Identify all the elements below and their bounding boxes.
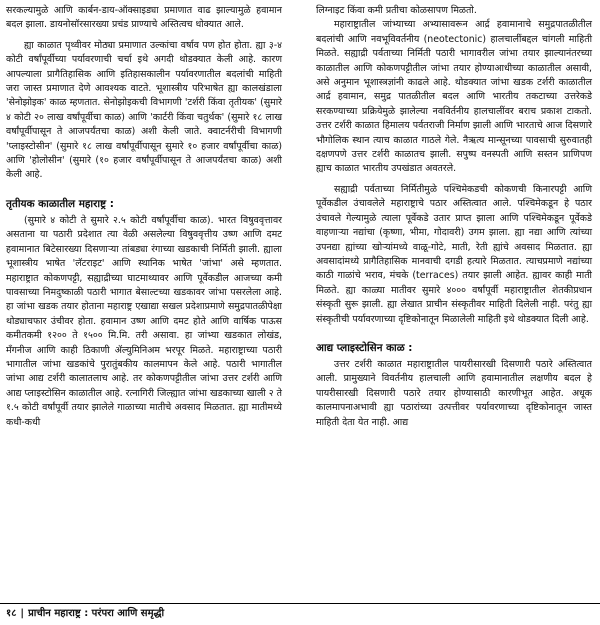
- right-paragraph-2: महाराष्ट्रातील जांभ्याच्या अभ्यासावरून आर्द्र हवामानाचे समुद्रपातळीतील बदलांची आणि नवभूविवर्तनीय (neotectonic) हालचालींबद्दल चांगली माहिती मिळते. सह्याद्री पर्वताच्या निर्मिती पठारी भागावरील जांभा तयार झाल्यानंतरच्या काळातील आणि कोकणपट्टीतील जांभा तयार होण्याआधीच्या काळातील असावी, असे अनुमान भूशास्त्रज्ञांनी काढले आहे. थोडक्यात जांभा खडक टर्शरी काळातील आर्द्र हवामान, समुद्र पातळीतील बदल आणि भारतीय तकटाच्या उत्तरेकडे सरकण्याच्या प्रक्रियेमुळे झालेल्या नवविर्तनीय हालचालींवर बराच प्रकाश टाकतो. उत्तर टर्शरी काळात हिमालय पर्वतराजी निर्माण झाली आणि भारताचे आज दिसणारे भौगोलिक स्थान त्याच काळात गाठले गेले. नैऋत्य मान्सूनच्या पावसाची सुरुवातही दक्षणपणे उत्तर टर्शरी काळातच झाली. सपुष्प वनस्पती आणि सस्तन प्राणिपण ह्याच काळात भारतीय उपखंडात अवतरले.: [316, 19, 592, 175]
- right-paragraph-3: सह्याद्री पर्वताच्या निर्मितीमुळे पश्चिमेकडची कोकणची किनारपट्टी आणि पूर्वेकडील उंचावलेले महाराष्ट्राचे पठार अस्तित्वात आले. पश्चिमेकडून हे पठार उंचावले गेल्यामुळे त्याला पूर्वेकडे उतार प्राप्त झाला आणि पश्चिमेकडून पूर्वेकडे वाहणाऱ्या नद्यांचा (कृष्णा, भीमा, गोदावरी) उगम झाला. ह्या नद्या आणि त्यांच्या उपनद्या ह्यांच्या खोऱ्यांमध्ये वाळू-गोटे, माती, रेती ह्यांचे अवसाद मिळतात. ह्या अवसादांमध्ये प्रागैतिहासिक मानवाची दगडी हत्यारे मिळतात. त्याचप्रमाणे नद्यांच्या काठी गाळांचे भराव, मंचके (terraces) तयार झाली आहेत. ह्यावर काही माती मिळते. ह्या काळ्या मातीवर सुमारे ४००० वर्षांपूर्वी महाराष्ट्रातील शेतकीप्रधान संस्कृती सुरू झाली. ह्या लेखात प्राचीन संस्कृतीवर माहिती दिलेली नाही. परंतु ह्या संस्कृतीची पर्यावरणाच्या दृष्टिकोनातून मिळालेली माहिती इथे थोडक्यात दिली आहे.: [316, 183, 592, 325]
- left-paragraph-3: (सुमारे ४ कोटी ते सुमारे २.५ कोटी वर्षांपूर्वीचा काळ). भारत विषुववृत्तावर असताना या पठारी प्रदेशात त्या वेळी असलेल्या विषुववृत्तीय उष्ण आणि दमट हवामानात बिटेसारख्या दिसणाऱ्या तांबड्या रंगाच्या खडकाची निर्मिती झाली. ह्याला भूशास्त्रीय भाषेत 'लॅटराइट' आणि स्थानिक भाषेत 'जांभा' असे म्हणतात. महाराष्ट्रात कोकणपट्टी, सह्याद्रीच्या घाटमाथ्यावर आणि पूर्वेकडील आजच्या कमी पावसाच्या निमदुष्काळी पठारी भागात बेसाल्टच्या खडकावर जांभा पसरलेला आहे. हा जांभा खडक तयार होताना महाराष्ट्र एखाद्या सखल प्रदेशाप्रमाणे समुद्रपातळीपेक्षा थोड्याचफार उंचीवर होता. हवामान उष्ण आणि दमट होते आणि वार्षिक पाऊस कमीतकमी १२०० ते १५०० मि.मि. तरी असावा. हा जांभ्या खडकात लोखंड, मॅंगनीज आणि काही ठिकाणी ॲल्युमिनिअम भरपूर मिळते. महाराष्ट्राच्या पठारी भागातील जांभा खडकांचे पुरातुंबकीय कालमापन केले आहे. पठारी भागातील जांभा आद्य टर्शरी कालातलाच आहे. तर कोकणपट्टीतील जांभा उत्तर टर्शरी आणि आद्य प्लाइस्टोसिन काळातील आहे. रत्नागिरी जिल्ह्यात जांभा खडकाच्या खाली २ ते १.५ कोटी वर्षांपूर्वी तयार झालेले गाळाच्या मातीचे अवसाद मिळतात. ह्या मातीमध्ये कधी-कधी: [6, 214, 282, 428]
- section-heading-early-pleistocene: आद्य प्लाइस्टोसिन काळ :: [316, 341, 413, 354]
- left-paragraph-2: ह्या काळात पृथ्वीवर मोठ्या प्रमाणात उल्कांचा वर्षाव पण होत होता. ह्या ३-४ कोटी वर्षांपूर्वीच्या पर्यावरणाची चर्चा इथे अगदी थोडक्यात केली आहे. कारण आपल्याला प्रागैतिहासिक आणि इतिहासकालीन पर्यावरणातील बदलांची माहिती जरा जास्त प्रमाणात देणे आवश्यक वाटते. भूशास्त्रीय परिभाषेत ह्या कालखंडाला 'सेनोझोइक' काळ म्हणतात. सेनोझोइकची विभागणी 'टर्शरी किंवा तृतीयक' (सुमारे ४ कोटी २० लाख वर्षांपूर्वीचा काळ) आणि 'कार्टरी किंवा चतुर्थक' (सुमारे १८ लाख वर्षांपूर्वीपासून ते आजपर्यंतचा काळ) अशी केली जाते. क्वाटर्नरीची विभागणी 'प्लाइस्टोसीन' (सुमारे १८ लाख वर्षांपूर्वीपासून सुमारे १० हजार वर्षांपूर्वीचा काळ) आणि 'होलोसीन' (सुमारे (१० हजार वर्षांपूर्वीपासून ते आजपर्यंतचा काळ) अशी केली आहे.: [6, 39, 282, 181]
- page-footer: [6, 606, 164, 622]
- section-heading-tertiary: तृतीयक काळातील महाराष्ट्र :: [6, 197, 114, 210]
- footer-divider: [0, 603, 600, 604]
- footer-separator: |: [20, 608, 25, 619]
- right-column: [316, 4, 592, 430]
- page-number: १८: [6, 608, 17, 619]
- right-paragraph-4: उत्तर टर्शरी काळात महाराष्ट्रातील पायरीसारखी दिसणारी पठारे अस्तित्वात आली. प्रामुख्याने विवर्तनीय हालचाली आणि हवामानातील लक्षणीय बदल हे पायरीसारखी दिसणारी पठारे तयार होण्यासाठी कारणीभूत आहेत. अधूक कालमापनाअभावी ह्या पठारांच्या उत्पत्तीवर पर्यावरणाच्या दृष्टिकोनातून जास्त माहिती देता येत नाही. आद्य: [316, 358, 592, 428]
- left-column: [6, 4, 282, 430]
- book-title: प्राचीन महाराष्ट्र : परंपरा आणि समृद्धी: [28, 608, 165, 619]
- right-paragraph-1: लिग्नाइट किंवा कमी प्रतीचा कोळसापण मिळतो.: [316, 5, 477, 16]
- left-paragraph-1: सरकल्यामुळे आणि कार्बन-डाय-ऑक्साइड्या प्रमाणात वाढ झाल्यामुळे हवामान बदल झाला. डायनोसॉरसारख्या प्रचंड प्राण्याचे अस्तित्वच धोक्यात आले.: [6, 5, 282, 31]
